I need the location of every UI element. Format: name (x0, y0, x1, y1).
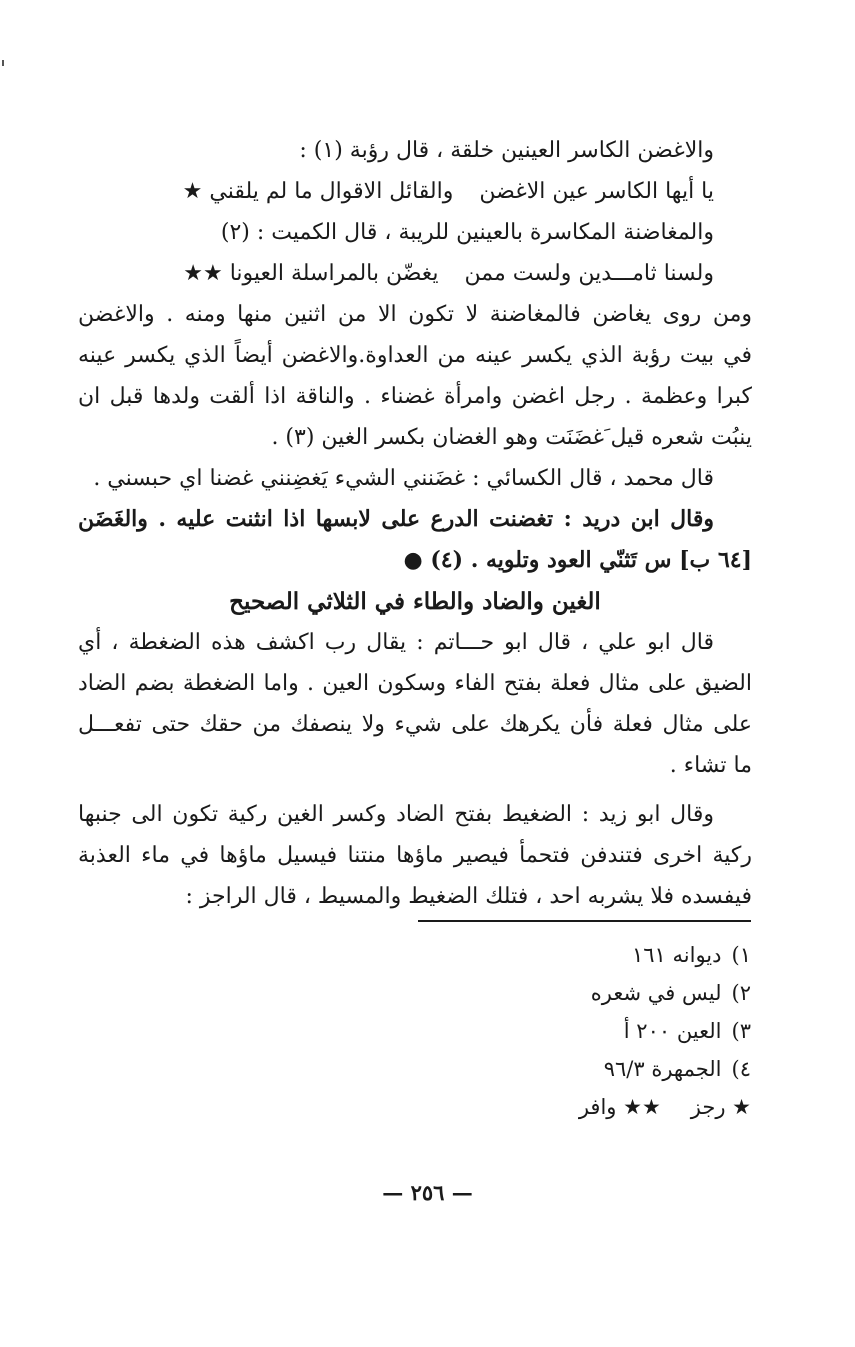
footnote-divider (418, 920, 751, 922)
text-line-14: على مثال فعلة فأن يكرهك على شيء ولا ينصفك من حقك حتى تفعـــل (78, 712, 752, 737)
footnote-4 (579, 1050, 751, 1088)
text-line-10: وقال ابن دريد : تغضنت الدرع على لابسها اذا انثنت عليه . والغَضَن (78, 506, 714, 532)
text-line-6: في بيت رؤبة الذي يكسر عينه من العداوة.والاغضن أيضاً الذي يكسر عينه (78, 343, 752, 368)
verse-hemistich-1: ولسنا ثامـــدين ولست ممن (464, 261, 714, 286)
text-line-16: وقال ابو زيد : الضغيط بفتح الضاد وكسر الغين ركية تكون الى جنبها (78, 802, 714, 827)
footnote-number: ٣) (731, 1019, 751, 1043)
meter-legend (579, 1088, 751, 1126)
footnote-text: العين ٢٠٠ أ (623, 1019, 722, 1043)
text-line-1: والاغضن الكاسر العينين خلقة ، قال رؤبة (١) : (299, 138, 714, 163)
footnote-2 (579, 974, 751, 1012)
footnote-text: ديوانه ١٦١ (632, 943, 722, 967)
scan-edge-mark (2, 60, 4, 66)
footnote-3 (579, 1012, 751, 1050)
footnote-text: ليس في شعره (590, 981, 722, 1005)
text-line-9: قال محمد ، قال الكسائي : غضَنني الشيء يَغضِنني غضنا اي حبسني . (93, 466, 714, 491)
text-line-13: الضيق على مثال فعلة بفتح الفاء وسكون العين . واما الضغطة بضم الضاد (78, 671, 752, 696)
text-line-17: ركية اخرى فتندفن فتحمأ فيصير ماؤها منتنا فيسيل ماؤها في ماء العذبة (78, 843, 752, 868)
text-line-8: ينبُت شعره قيل َغضَنَت وهو الغضان بكسر الغين (٣) . (271, 425, 752, 450)
paragraph-gap (78, 786, 752, 794)
verse-hemistich-2: يغضّن بالمراسلة العيونا ★★ (183, 261, 439, 286)
text-line-18: فيفسده فلا يشربه احد ، فتلك الضغيط والمسيط ، قال الراجز : (185, 884, 752, 909)
page-number: — ٢٥٦ — (382, 1180, 473, 1205)
verse-hemistich-1: يا أيها الكاسر عين الاغضن (479, 179, 714, 204)
footnote-number: ٤) (731, 1057, 751, 1081)
footnote-text: الجمهرة ٩٦/٣ (603, 1057, 722, 1081)
meter-rajaz: ★ رجز (690, 1095, 751, 1119)
section-heading: الغين والضاد والطاء في الثلاثي الصحيح (229, 588, 601, 615)
text-line-11: [٦٤ ب] س تَثنّي العود وتلويه . (٤) ● (403, 547, 752, 573)
footnote-number: ١) (731, 943, 751, 967)
page-body (78, 130, 752, 917)
text-line-15: ما تشاء . (669, 753, 752, 778)
text-line-7: كبرا وعظمة . رجل اغضن وامرأة غضناء . والناقة اذا ألقت ولدها قبل ان (78, 384, 752, 409)
footnotes (579, 936, 751, 1126)
footnote-number: ٢) (731, 981, 751, 1005)
meter-wafir: ★★ وافر (578, 1095, 661, 1119)
footnote-1 (579, 936, 751, 974)
text-line-5: ومن روى يغاضن فالمغاضنة لا تكون الا من اثنين منها ومنه . والاغضن (78, 302, 752, 327)
verse-rajaz (78, 171, 752, 212)
text-line-3: والمغاضنة المكاسرة بالعينين للريبة ، قال الكميت : (٢) (220, 220, 714, 245)
text-line-12: قال ابو علي ، قال ابو حـــاتم : يقال رب اكشف هذه الضغطة ، أي (78, 630, 714, 655)
verse-hemistich-2: والقائل الاقوال ما لم يلقني ★ (182, 179, 454, 204)
verse-wafir (78, 253, 752, 294)
